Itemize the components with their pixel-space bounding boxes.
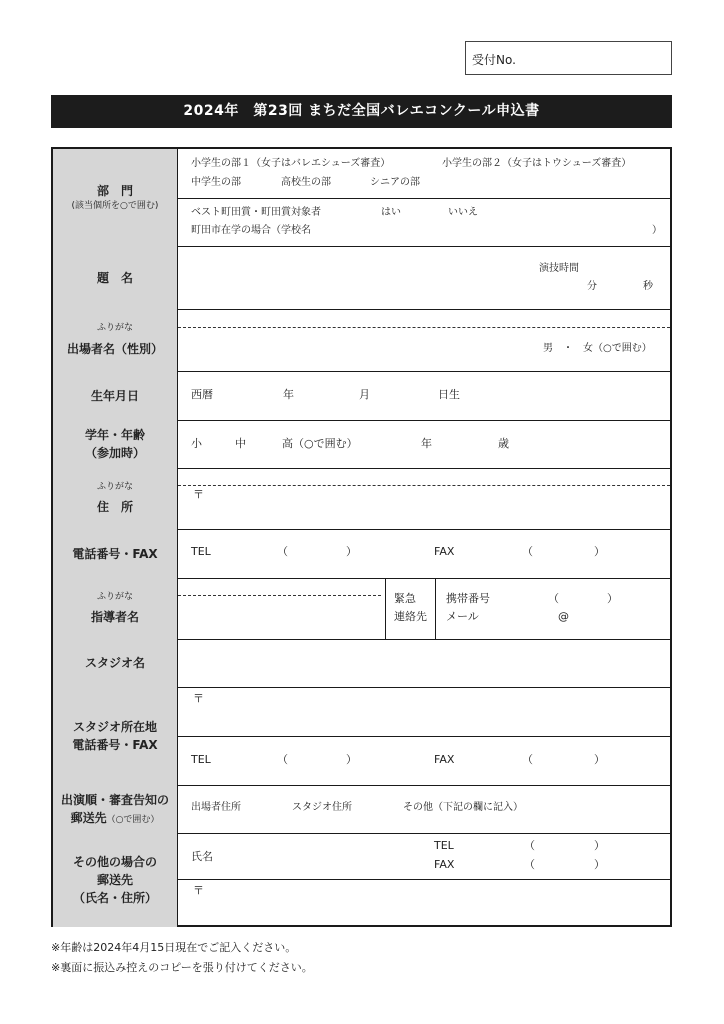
tel-label: TEL: [191, 545, 211, 558]
paren-open: （: [522, 545, 533, 558]
grade-year: 年: [421, 437, 432, 450]
seconds-label: 秒: [643, 281, 653, 292]
piece-label: 題 名: [53, 246, 178, 309]
birth-month: 月: [359, 388, 370, 401]
postal-mark: 〒: [193, 884, 204, 897]
minutes-label: 分: [587, 281, 597, 292]
postal-mark: 〒: [193, 488, 204, 501]
emergency-label-1: 緊急: [394, 592, 416, 605]
school-close: ）: [652, 225, 662, 236]
award-yes[interactable]: はい: [381, 207, 401, 218]
paren-close: ）: [607, 592, 618, 605]
footnotes: [51, 938, 313, 978]
division-label: 部 門 (該当個所を○で囲む): [53, 149, 178, 246]
receipt-number-label: 受付No.: [472, 53, 516, 67]
ruby-divider: [178, 327, 670, 328]
age-label: 歳: [498, 437, 509, 450]
mailing-option-studio[interactable]: スタジオ住所: [292, 802, 352, 813]
grade-high[interactable]: 高（○で囲む）: [282, 437, 358, 450]
note-age: ※年齢は2024年4月15日現在でご記入ください。: [51, 941, 297, 954]
other-mailing-label: その他の場合の 郵送先 （氏名・住所）: [53, 833, 178, 927]
award-no[interactable]: いいえ: [448, 207, 478, 218]
grade-middle[interactable]: 中: [235, 437, 246, 450]
grade-elementary[interactable]: 小: [191, 437, 202, 450]
ruby-divider: [178, 485, 670, 486]
paren-close: ）: [594, 858, 605, 871]
birthdate-label: 生年月日: [53, 371, 178, 420]
receipt-number-box[interactable]: [465, 41, 672, 75]
school-label: 町田市在学の場合（学校名: [191, 225, 311, 236]
postal-mark: 〒: [193, 692, 204, 705]
tel-label: TEL: [434, 839, 454, 852]
division-senior[interactable]: シニアの部: [370, 177, 420, 188]
paren-close: ）: [346, 545, 357, 558]
tel-label: TEL: [191, 753, 211, 766]
fax-label: FAX: [434, 858, 455, 871]
paren-close: ）: [346, 753, 357, 766]
mailing-option-other[interactable]: その他（下記の欄に記入）: [403, 802, 523, 813]
studio-label: スタジオ名: [53, 639, 178, 687]
paren-open: （: [524, 858, 535, 871]
division-elem2[interactable]: 小学生の部２（女子はトウシューズ審査）: [442, 158, 632, 169]
fax-label: FAX: [434, 545, 455, 558]
paren-open: （: [548, 592, 559, 605]
fax-label: FAX: [434, 753, 455, 766]
birth-era: 西暦: [191, 388, 213, 401]
paren-close: ）: [594, 753, 605, 766]
mailing-label: 出演順・審査告知の 郵送先（○で囲む）: [53, 785, 178, 833]
mailing-option-performer[interactable]: 出場者住所: [191, 802, 241, 813]
at-mark: @: [558, 610, 569, 623]
performance-time-label: 演技時間: [539, 263, 579, 274]
performer-label: ふりがな 出場者名（性別）: [53, 309, 178, 371]
emergency-label-2: 連絡先: [394, 610, 427, 623]
mobile-label: 携帯番号: [446, 592, 490, 605]
divider: [435, 578, 436, 639]
application-form: [51, 147, 672, 927]
ruby-divider: [178, 595, 381, 596]
divider: [178, 736, 670, 737]
paren-open: （: [277, 545, 288, 558]
paren-close: ）: [594, 839, 605, 852]
division-jhs[interactable]: 中学生の部: [191, 177, 241, 188]
birth-year: 年: [283, 388, 294, 401]
sex-select[interactable]: 男 ・ 女（○で囲む）: [543, 343, 652, 354]
instructor-label: ふりがな 指導者名: [53, 578, 178, 639]
award-label: ベスト町田賞・町田賞対象者: [191, 207, 321, 218]
form-title: 2024年 第23回 まちだ全国バレエコンクール申込書: [51, 95, 672, 128]
email-label: メール: [446, 610, 479, 623]
paren-open: （: [524, 839, 535, 852]
birth-day: 日生: [438, 388, 460, 401]
divider: [385, 578, 386, 639]
division-hs[interactable]: 高校生の部: [281, 177, 331, 188]
name-label: 氏名: [191, 850, 213, 863]
note-payment: ※裏面に振込み控えのコピーを張り付けてください。: [51, 961, 313, 974]
phone-label: 電話番号・FAX: [53, 529, 178, 578]
paren-open: （: [522, 753, 533, 766]
address-label: ふりがな 住 所: [53, 468, 178, 529]
studio-address-label: スタジオ所在地 電話番号・FAX: [53, 687, 178, 785]
divider: [178, 198, 670, 199]
grade-label: 学年・年齢 （参加時）: [53, 420, 178, 468]
divider: [178, 879, 670, 880]
paren-close: ）: [594, 545, 605, 558]
division-elem1[interactable]: 小学生の部１（女子はバレエシューズ審査）: [191, 158, 391, 169]
paren-open: （: [277, 753, 288, 766]
